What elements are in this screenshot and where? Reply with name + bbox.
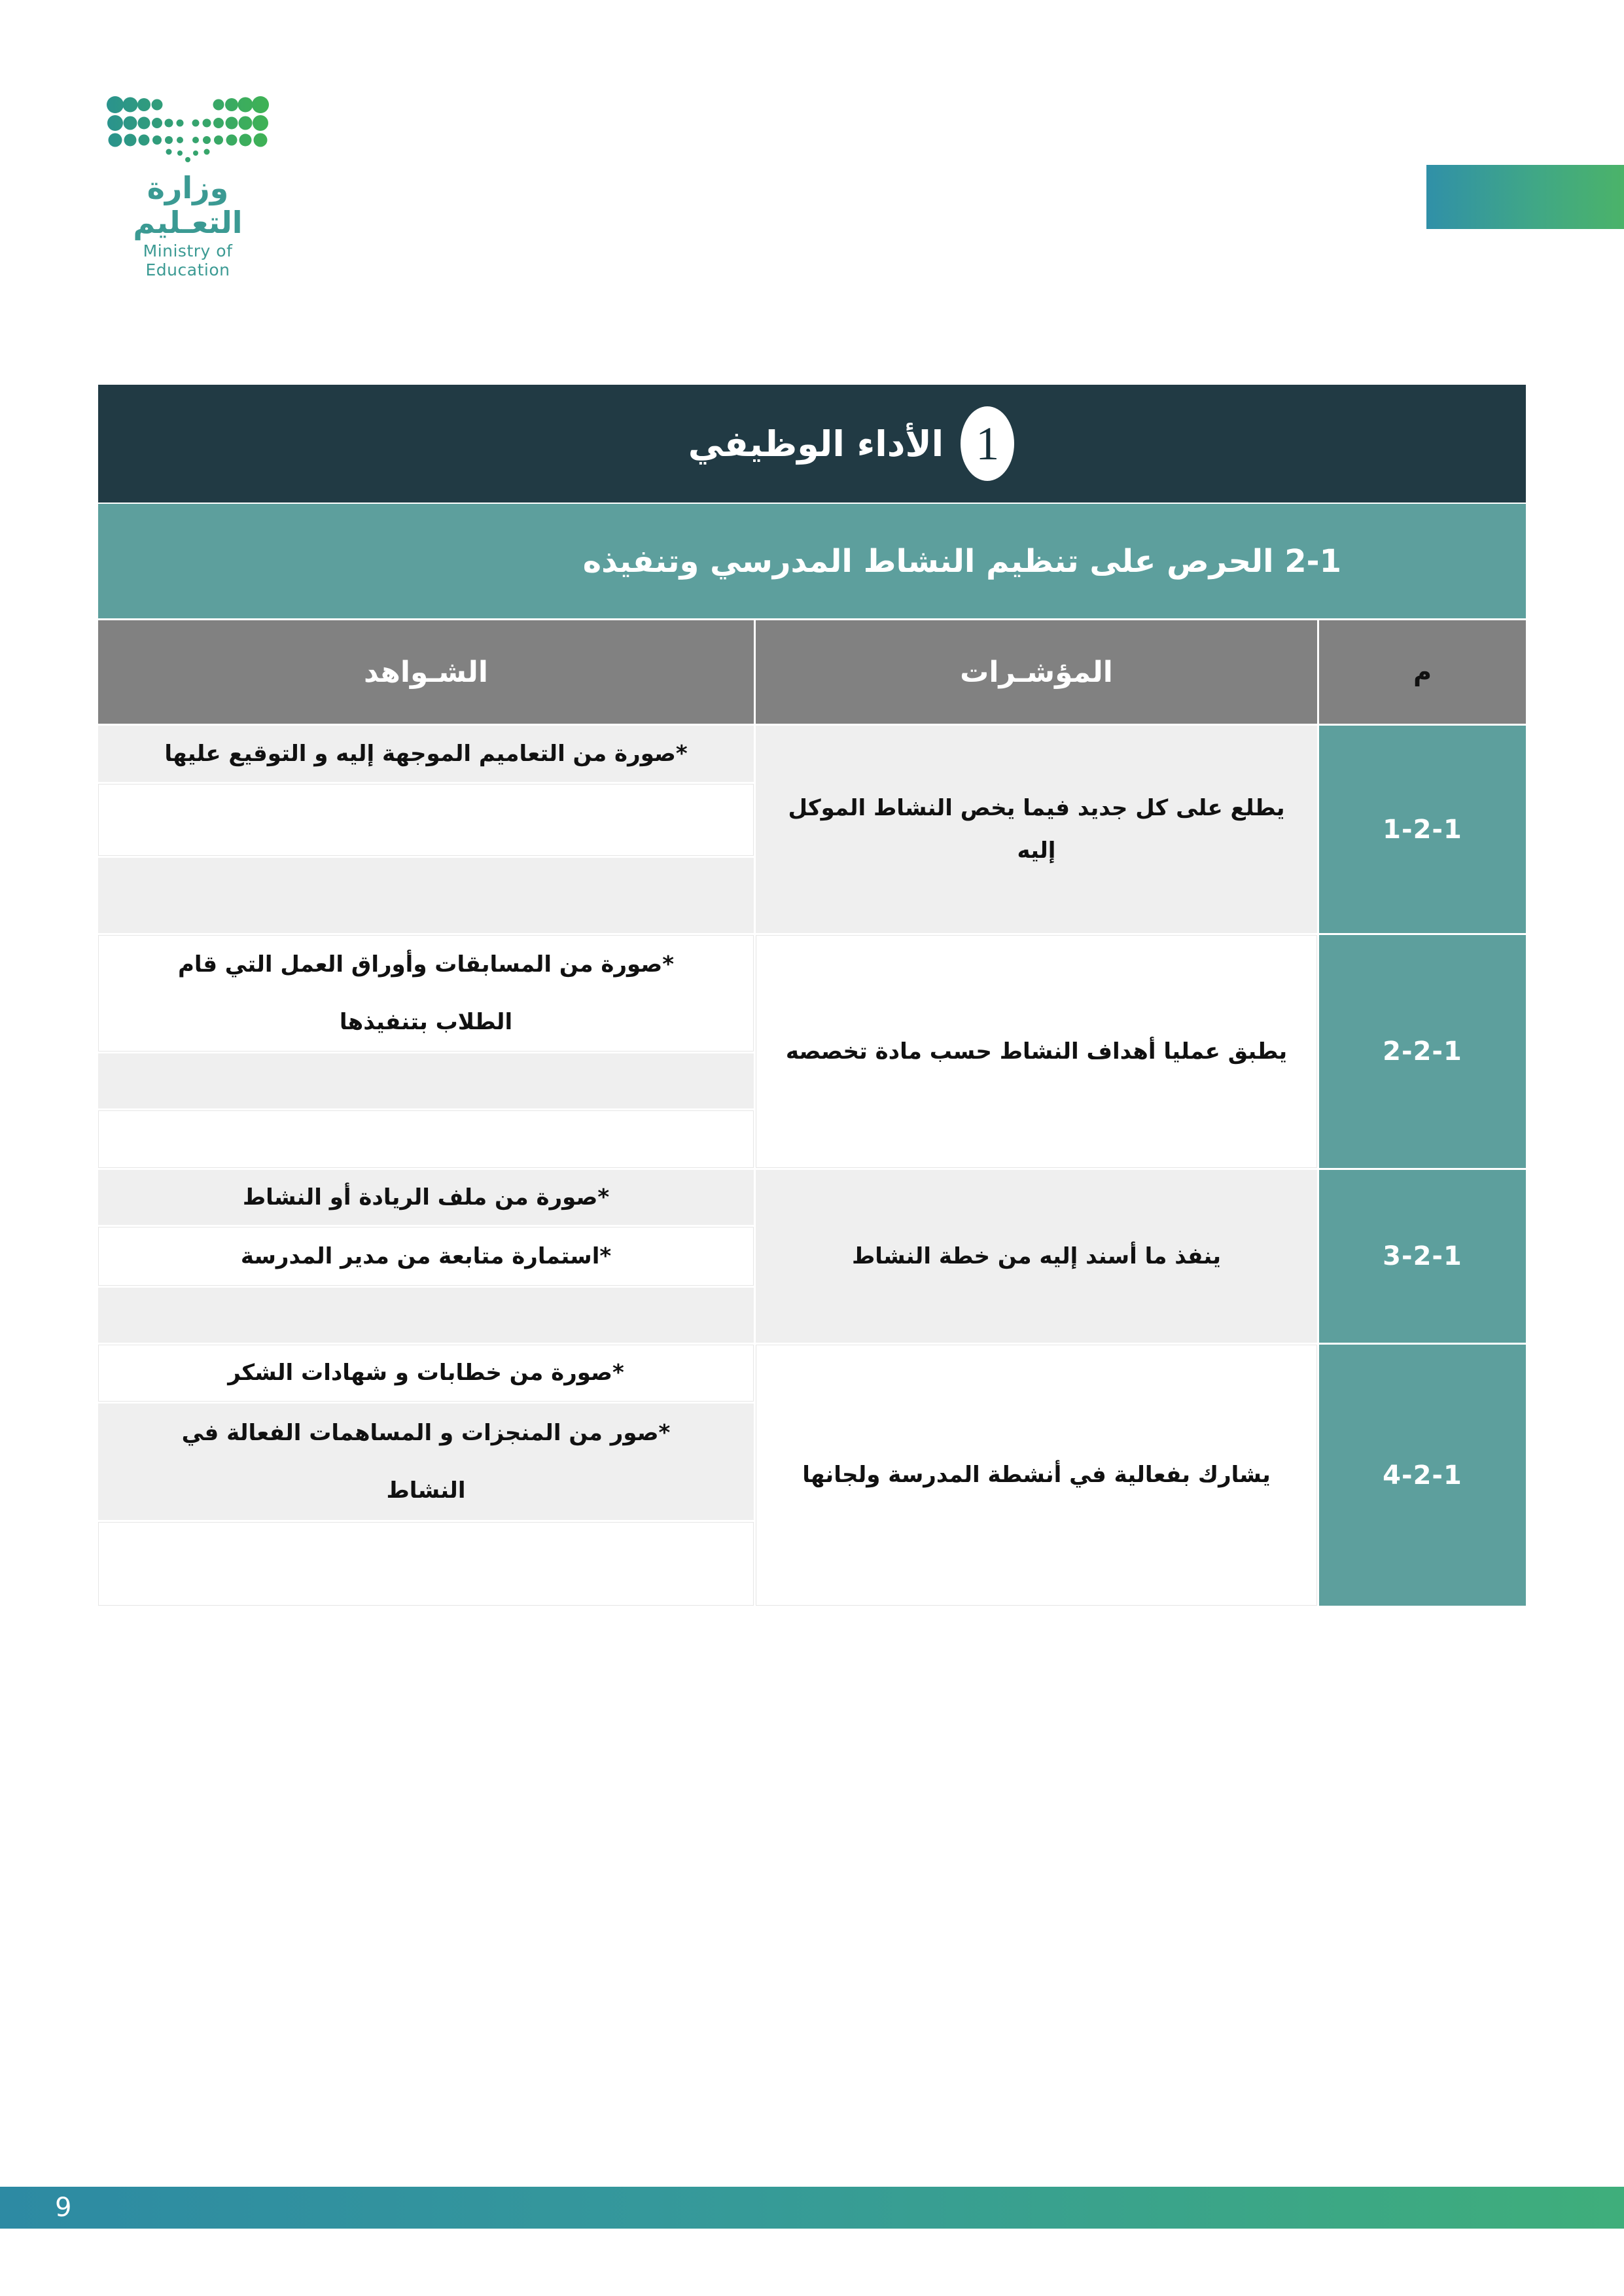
- evidence-cell-group: [98, 726, 754, 933]
- evidence-cell: *استمارة متابعة من مدير المدرسة: [98, 1227, 754, 1286]
- evidence-cell: [98, 1522, 754, 1606]
- page-footer-bar: [0, 2187, 1624, 2229]
- evaluation-section: [98, 385, 1526, 1606]
- indicator-code: 3-2-1: [1319, 1170, 1526, 1343]
- indicator-text: يشارك بفعالية في أنشطة المدرسة ولجانها: [756, 1345, 1317, 1606]
- indicator-text: يطبق عمليا أهداف النشاط حسب مادة تخصصه: [756, 935, 1317, 1168]
- section-title: الأداء الوظيفي: [688, 423, 944, 465]
- top-accent-bar: [1426, 165, 1624, 229]
- indicators-table: [98, 620, 1526, 1606]
- indicator-code: 1-2-1: [1319, 726, 1526, 933]
- evidence-cell: *صورة من التعاميم الموجهة إليه و التوقيع عليها: [98, 726, 754, 782]
- section-header-group: [688, 406, 1014, 481]
- evidence-cell: [98, 1288, 754, 1343]
- evidence-cell: *صورة من المسابقات وأوراق العمل التي قام الطلاب بتنفيذها: [98, 935, 754, 1051]
- column-header-indicators: المؤشـرات: [756, 620, 1317, 724]
- indicator-code: 2-2-1: [1319, 935, 1526, 1168]
- evidence-cell: *صور من المنجزات و المساهمات الفعالة في النشاط: [98, 1404, 754, 1520]
- evidence-cell: [98, 1053, 754, 1108]
- indicator-text: يطلع على كل جديد فيما يخص النشاط الموكل إليه: [756, 726, 1317, 933]
- evidence-cell: *صورة من ملف الريادة أو النشاط: [98, 1170, 754, 1225]
- criterion-title: 2-1 الحرص على تنظيم النشاط المدرسي وتنفيذه: [582, 542, 1341, 580]
- ministry-logo: [103, 94, 272, 279]
- page-number: 9: [55, 2193, 72, 2223]
- evidence-cell-group: [98, 1170, 754, 1343]
- column-header-num: م: [1319, 620, 1526, 724]
- evidence-cell-group: [98, 935, 754, 1168]
- evidence-cell: [98, 858, 754, 933]
- ministry-logo-dots-icon: [106, 94, 270, 164]
- evidence-cell: *صورة من خطابات و شهادات الشكر: [98, 1345, 754, 1402]
- ministry-logo-english-wordmark: Ministry of Education: [143, 241, 233, 279]
- evidence-cell: [98, 784, 754, 856]
- evidence-cell-group: [98, 1345, 754, 1606]
- indicator-code: 4-2-1: [1319, 1345, 1526, 1606]
- indicator-text: ينفذ ما أسند إليه من خطة النشاط: [756, 1170, 1317, 1343]
- section-number-badge: 1: [961, 406, 1014, 481]
- criterion-header-bar: [98, 504, 1526, 618]
- section-header-bar: [98, 385, 1526, 503]
- ministry-logo-arabic-wordmark: وزارة التعـليم: [133, 170, 243, 240]
- evidence-cell: [98, 1110, 754, 1168]
- column-header-evidence: الشـواهد: [98, 620, 754, 724]
